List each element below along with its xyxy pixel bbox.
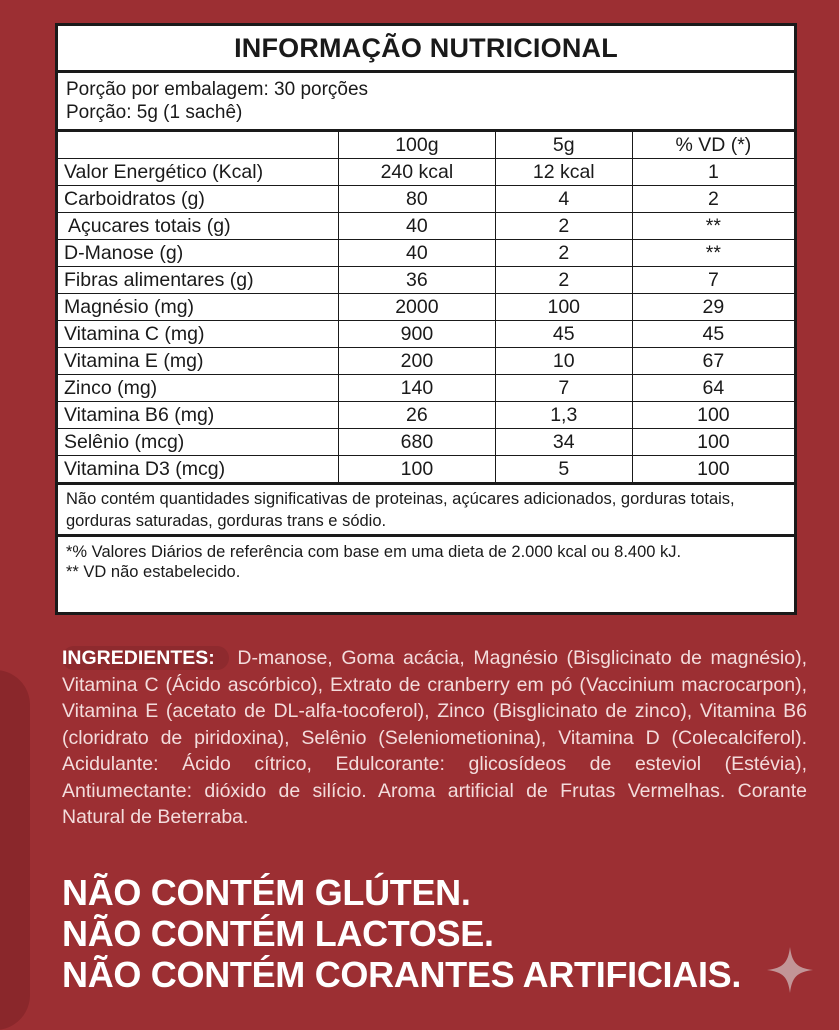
nutrient-name: Fibras alimentares (g) [58, 267, 339, 294]
claim-gluten: NÃO CONTÉM GLÚTEN. [62, 872, 471, 913]
nutrient-value: 36 [339, 267, 496, 294]
nutrition-table [58, 132, 794, 482]
claims-block [62, 872, 741, 995]
nutrient-value: 100 [339, 456, 496, 483]
nutrient-value: 100 [632, 402, 794, 429]
nutrient-name: Vitamina D3 (mcg) [58, 456, 339, 483]
table-row [58, 321, 794, 348]
ingredients-label: INGREDIENTES: [62, 646, 229, 670]
nutrient-value: 2 [495, 267, 632, 294]
nutrient-value: 7 [632, 267, 794, 294]
nutrient-value: 40 [339, 213, 496, 240]
nutrient-value: 2 [495, 213, 632, 240]
nutrient-value: 80 [339, 186, 496, 213]
ingredients-text: D-manose, Goma acácia, Magnésio (Bisglicinato de magnésio), Vitamina C (Ácido ascórbico), Extrato de cranberry em pó (Vaccinium macrocarpon), Vitamina E (acetato de DL-alfa-tocoferol), Zinco (Bisglicinato de zinco), Vitamina B6 (cloridrato de piridoxina), Selênio (Seleniometionina), Vitamina D (Colecalciferol). Acidulante: Ácido cítrico, Edulcorante: glicosídeos de esteviol (Estévia), Antiumectante: dióxido de silício. Aroma artificial de Frutas Vermelhas. Corante Natural de Beterraba. [62, 647, 807, 828]
nutrient-value: 240 kcal [339, 159, 496, 186]
table-row [58, 402, 794, 429]
nutrient-value: 12 kcal [495, 159, 632, 186]
nutrient-value: 4 [495, 186, 632, 213]
table-row [58, 240, 794, 267]
nutrient-value: 2 [495, 240, 632, 267]
nutrition-facts-panel [55, 23, 797, 615]
nutrient-value: ** [632, 240, 794, 267]
nutrient-value: 7 [495, 375, 632, 402]
nutrient-name: Vitamina B6 (mg) [58, 402, 339, 429]
daily-values-note: *% Valores Diários de referência com base em uma dieta de 2.000 kcal ou 8.400 kJ. [66, 543, 682, 561]
nutrient-value: 140 [339, 375, 496, 402]
nutrient-value: 67 [632, 348, 794, 375]
table-header-cell: 100g [339, 132, 496, 159]
claim-colorants: NÃO CONTÉM CORANTES ARTIFICIAIS. [62, 954, 742, 995]
vd-note: ** VD não estabelecido. [66, 563, 241, 581]
nutrient-value: 5 [495, 456, 632, 483]
nutrient-value: 680 [339, 429, 496, 456]
table-header-cell [58, 132, 339, 159]
nutrient-value: 1 [632, 159, 794, 186]
footnotes [58, 534, 794, 582]
nutrient-value: 100 [632, 429, 794, 456]
claim-lactose: NÃO CONTÉM LACTOSE. [62, 913, 494, 954]
portion-info [58, 73, 794, 132]
nutrient-value: 64 [632, 375, 794, 402]
nutrient-value: 34 [495, 429, 632, 456]
portions-per-package: Porção por embalagem: 30 porções [66, 79, 369, 100]
nutrient-value: ** [632, 213, 794, 240]
nutrient-name: Vitamina E (mg) [58, 348, 339, 375]
nutrient-value: 29 [632, 294, 794, 321]
nutrient-value: 2 [632, 186, 794, 213]
sparkle-icon [765, 945, 815, 995]
table-row [58, 375, 794, 402]
nutrient-value: 45 [632, 321, 794, 348]
table-row [58, 213, 794, 240]
background-decoration [0, 670, 30, 1030]
nutrient-value: 100 [495, 294, 632, 321]
nutrient-name: Açucares totais (g) [58, 213, 339, 240]
nutrient-value: 200 [339, 348, 496, 375]
table-row [58, 456, 794, 483]
table-row [58, 429, 794, 456]
nutrient-name: Carboidratos (g) [58, 186, 339, 213]
table-header-cell: % VD (*) [632, 132, 794, 159]
nutrient-value: 10 [495, 348, 632, 375]
ingredients-block [62, 645, 807, 831]
table-row [58, 159, 794, 186]
nutrient-name: Valor Energético (Kcal) [58, 159, 339, 186]
table-header-row [58, 132, 794, 159]
nutrient-value: 26 [339, 402, 496, 429]
portion-size: Porção: 5g (1 sachê) [66, 102, 243, 123]
nutrition-title: INFORMAÇÃO NUTRICIONAL [58, 26, 794, 73]
nutrient-value: 1,3 [495, 402, 632, 429]
nutrient-value: 45 [495, 321, 632, 348]
table-row [58, 186, 794, 213]
table-row [58, 294, 794, 321]
nutrient-value: 2000 [339, 294, 496, 321]
nutrient-name: Zinco (mg) [58, 375, 339, 402]
nutrient-value: 40 [339, 240, 496, 267]
nutrient-name: Selênio (mcg) [58, 429, 339, 456]
table-row [58, 267, 794, 294]
table-row [58, 348, 794, 375]
nutrient-name: D-Manose (g) [58, 240, 339, 267]
nutrient-value: 900 [339, 321, 496, 348]
table-header-cell: 5g [495, 132, 632, 159]
not-contain-note: Não contém quantidades significativas de proteinas, açúcares adicionados, gorduras totais, gorduras saturadas, gorduras trans e sódio. [58, 482, 794, 534]
nutrient-name: Vitamina C (mg) [58, 321, 339, 348]
nutrient-value: 100 [632, 456, 794, 483]
nutrient-name: Magnésio (mg) [58, 294, 339, 321]
